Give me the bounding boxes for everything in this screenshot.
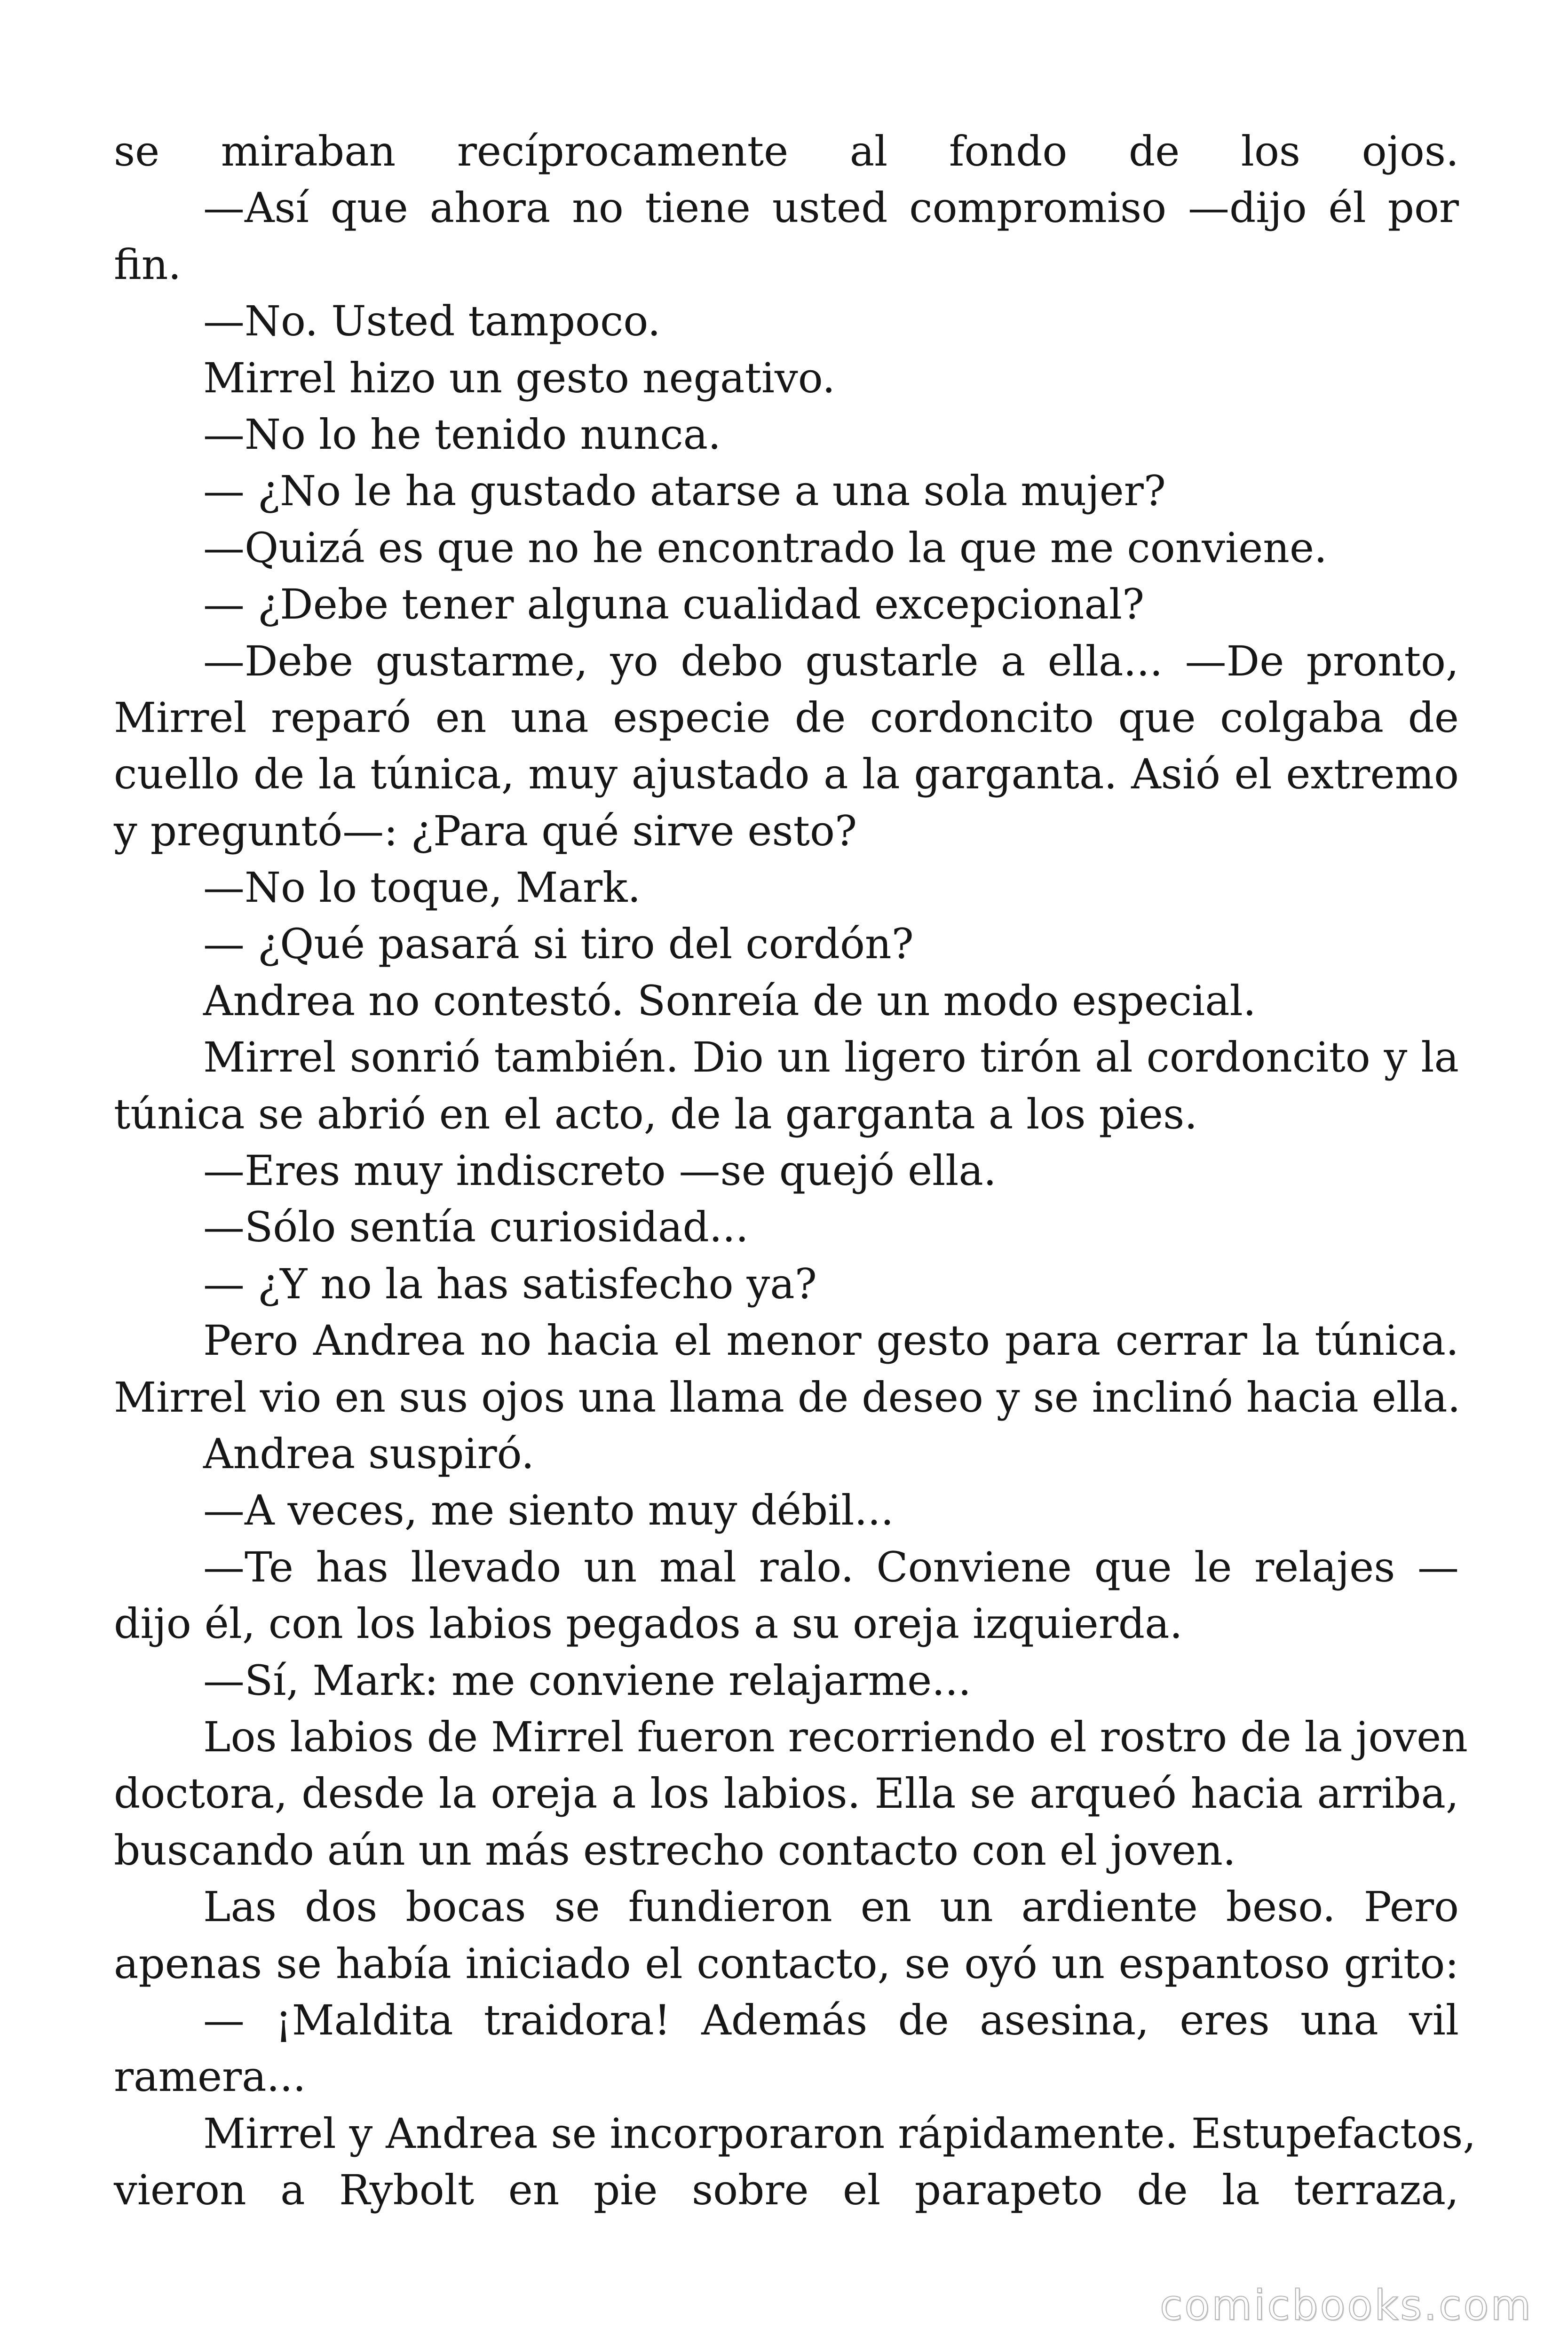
text-line: doctora, desde la oreja a los labios. Ella se arqueó hacia arriba, [114,1769,1459,1818]
watermark: comicbooks.com [1159,2281,1533,2329]
text-line: — ¿Qué pasará si tiro del cordón? [203,920,914,969]
text-line: y preguntó—: ¿Para qué sirve esto? [114,806,857,855]
text-line: — ¿Debe tener alguna cualidad excepcional? [203,580,1145,629]
text-line: —Sólo sentía curiosidad... [203,1203,749,1252]
text-line: Andrea no contestó. Sonreía de un modo especial. [203,976,1256,1025]
text-line: se miraban recíprocamente al fondo de los ojos. [114,127,1459,175]
text-line: —No lo toque, Mark. [203,863,641,912]
text-line: Los labios de Mirrel fueron recorriendo el rostro de la joven [203,1712,1468,1761]
text-line: Mirrel y Andrea se incorporaron rápidamente. Estupefactos, [203,2109,1476,2158]
text-line: túnica se abrió en el acto, de la garganta a los pies. [114,1089,1198,1138]
text-line: —Quizá es que no he encontrado la que me conviene. [203,523,1328,572]
text-line: —No lo he tenido nunca. [203,410,721,459]
text-line: vieron a Rybolt en pie sobre el parapeto de la terraza, [114,2166,1459,2215]
text-line: Mirrel vio en sus ojos una llama de deseo y se inclinó hacia ella. [114,1373,1461,1422]
text-line: —A veces, me siento muy débil... [203,1486,894,1535]
text-line: Mirrel reparó en una especie de cordoncito que colgaba de [114,693,1459,742]
text-line: Mirrel sonrió también. Dio un ligero tirón al cordoncito y la [203,1033,1459,1082]
body-text [114,123,1476,2218]
text-line: fin. [114,240,182,289]
text-line: —Debe gustarme, yo debo gustarle a ella... —De pronto, [203,636,1459,685]
text-line: Mirrel hizo un gesto negativo. [203,353,836,402]
text-line: Las dos bocas se fundieron en un ardiente beso. Pero [203,1883,1459,1931]
text-line: cuello de la túnica, muy ajustado a la garganta. Asió el extremo [114,750,1459,799]
text-line: —Así que ahora no tiene usted compromiso —dijo él por [203,183,1459,232]
text-line: —Eres muy indiscreto —se quejó ella. [203,1146,997,1195]
text-line: —No. Usted tampoco. [203,297,661,346]
text-line: — ¿No le ha gustado atarse a una sola mujer? [203,467,1166,516]
text-line: dijo él, con los labios pegados a su oreja izquierda. [114,1599,1183,1648]
text-line: —Sí, Mark: me conviene relajarme... [203,1656,972,1705]
text-line: Andrea suspiró. [203,1429,535,1478]
text-line: — ¿Y no la has satisfecho ya? [203,1259,817,1308]
text-line: Pero Andrea no hacia el menor gesto para cerrar la túnica. [203,1316,1459,1365]
text-line: buscando aún un más estrecho contacto con el joven. [114,1826,1236,1875]
text-line: — ¡Maldita traidora! Además de asesina, eres una vil [203,1995,1459,2044]
text-line: ramera... [114,2052,306,2101]
text-line: apenas se había iniciado el contacto, se oyó un espantoso grito: [114,1939,1459,1988]
text-line: —Te has llevado un mal ralo. Conviene que le relajes — [203,1542,1459,1591]
